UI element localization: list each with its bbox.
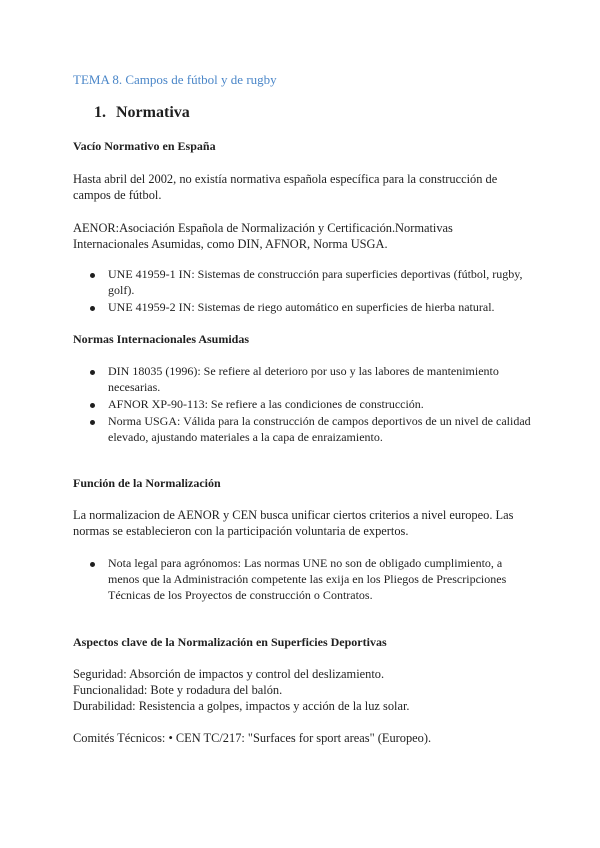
line-funcionalidad: Funcionalidad: Bote y rodadura del balón. <box>73 683 283 697</box>
heading-funcion-normalizacion: Función de la Normalización <box>73 476 221 490</box>
line-seguridad: Seguridad: Absorción de impactos y control del deslizamiento. <box>73 667 385 681</box>
bullet-icon <box>90 306 95 311</box>
heading-aspectos-clave: Aspectos clave de la Normalización en Superficies Deportivas <box>73 635 387 649</box>
heading-normas-internacionales: Normas Internacionales Asumidas <box>73 332 250 346</box>
list-item: UNE 41959-2 IN: Sistemas de riego automático en superficies de hierba natural. <box>90 299 535 315</box>
line-comites-tecnicos: Comités Técnicos: • CEN TC/217: "Surfaces for sport areas" (Europeo). <box>73 731 432 745</box>
bullet-list-normas <box>90 363 535 446</box>
bullet-icon <box>90 562 95 567</box>
heading-vacio-normativo: Vacío Normativo en España <box>73 139 216 153</box>
bullet-icon <box>90 403 95 408</box>
section-title: Normativa <box>116 104 190 121</box>
bullet-list-nota-legal <box>90 555 535 604</box>
line-durabilidad: Durabilidad: Resistencia a golpes, impactos y acción de la luz solar. <box>73 699 410 713</box>
list-item: DIN 18035 (1996): Se refiere al deterioro por uso y las labores de mantenimiento necesarias. <box>90 363 535 395</box>
list-item: AFNOR XP-90-113: Se refiere a las condiciones de construcción. <box>90 396 535 412</box>
list-item: Norma USGA: Válida para la construcción de campos deportivos de un nivel de calidad elevado, ajustando materiales a la capa de enraizamiento. <box>90 413 535 445</box>
topic-title: TEMA 8. Campos de fútbol y de rugby <box>73 72 277 87</box>
section-number: 1. <box>94 104 106 121</box>
paragraph-vacio: Hasta abril del 2002, no existía normativa española específica para la construcción de campos de fútbol. <box>73 172 498 202</box>
list-item: Nota legal para agrónomos: Las normas UNE no son de obligado cumplimiento, a menos que la Administración competente las exija en los Pliegos de Prescripciones Técnicas de los Proyectos de construcción o Contratos. <box>90 555 535 603</box>
section-heading <box>94 104 190 122</box>
bullet-icon <box>90 370 95 375</box>
paragraph-funcion: La normalizacion de AENOR y CEN busca unificar ciertos criterios a nivel europeo. Las normas se establecieron con la participación voluntaria de expertos. <box>73 508 514 538</box>
paragraph-aenor: AENOR:Asociación Española de Normalización y Certificación.Normativas Internacionales Asumidas, como DIN, AFNOR, Norma USGA. <box>73 221 453 251</box>
bullet-icon <box>90 273 95 278</box>
bullet-icon <box>90 420 95 425</box>
list-item: UNE 41959-1 IN: Sistemas de construcción para superficies deportivas (fútbol, rugby, golf). <box>90 266 535 298</box>
bullet-list-une <box>90 266 535 316</box>
